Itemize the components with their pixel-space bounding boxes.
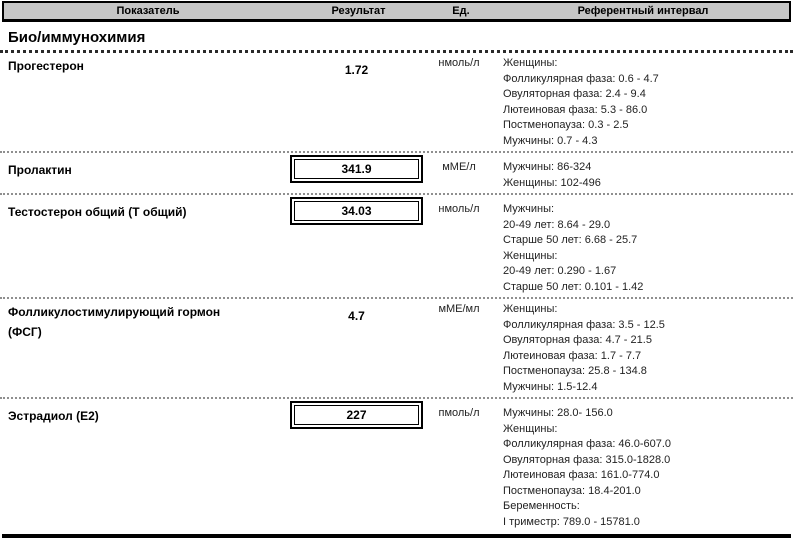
unit-label: нмоль/л (438, 57, 480, 69)
reference-line: Женщины: (503, 249, 558, 262)
reference-line: Лютеиновая фаза: 5.3 - 86.0 (503, 103, 648, 116)
indicator-name: Фолликулостимулирующий гормон (ФСГ) (8, 305, 221, 339)
reference-line: Лютеиновая фаза: 1.7 - 7.7 (503, 349, 642, 362)
unit-label: мМЕ/мл (438, 303, 480, 315)
reference-line: Старше 50 лет: 0.101 - 1.42 (503, 280, 644, 293)
reference-line: Мужчины: 0.7 - 4.3 (503, 134, 598, 147)
reference-line: Фолликулярная фаза: 3.5 - 12.5 (503, 318, 665, 331)
result-box (290, 56, 423, 84)
reference-line: 20-49 лет: 8.64 - 29.0 (503, 218, 611, 231)
reference-line: Овуляторная фаза: 2.4 - 9.4 (503, 88, 646, 100)
reference-line: Мужчины: 28.0- 156.0 (503, 407, 613, 419)
reference-line: Овуляторная фаза: 4.7 - 21.5 (503, 334, 652, 346)
unit-label: мМЕ/л (442, 161, 476, 173)
column-header-unit: Ед. (452, 4, 470, 17)
reference-line: Мужчины: 86-324 (503, 161, 592, 173)
indicator-name: Эстрадиол (Е2) (8, 409, 99, 423)
results-rows (0, 53, 793, 532)
unit-label: пмоль/л (438, 407, 480, 419)
reference-line: 20-49 лет: 0.290 - 1.67 (503, 265, 617, 277)
indicator-name: Прогестерон (8, 59, 84, 73)
bottom-border-bar (2, 534, 791, 538)
result-value: 34.03 (294, 201, 419, 221)
reference-line: Фолликулярная фаза: 0.6 - 4.7 (503, 72, 659, 85)
reference-line: Женщины: 102-496 (503, 176, 601, 189)
reference-line: Женщины: (503, 422, 558, 435)
table-row (0, 193, 793, 297)
reference-line: Женщины: (503, 57, 558, 69)
reference-line: Старше 50 лет: 6.68 - 25.7 (503, 234, 638, 246)
reference-line: Постменопауза: 18.4-201.0 (503, 484, 641, 497)
result-box (290, 155, 423, 183)
result-cell (290, 302, 423, 330)
reference-interval (495, 197, 793, 295)
reference-line: I триместр: 789.0 - 15781.0 (503, 515, 640, 528)
reference-line: Лютеиновая фаза: 161.0-774.0 (503, 469, 660, 481)
result-cell (290, 155, 423, 183)
reference-line: Беременность: (503, 500, 580, 512)
reference-interval (495, 302, 793, 395)
table-row (0, 151, 793, 193)
reference-interval (495, 155, 793, 191)
reference-line: Женщины: (503, 303, 558, 315)
column-header-reference: Референтный интервал (577, 4, 709, 17)
result-value: 227 (294, 405, 419, 425)
result-cell (290, 401, 423, 429)
reference-line: Овуляторная фаза: 315.0-1828.0 (503, 453, 671, 466)
result-value: 4.7 (348, 309, 365, 323)
indicator-name: Тестостерон общий (Т общий) (8, 205, 187, 219)
result-cell (290, 56, 423, 84)
reference-line: Постменопауза: 0.3 - 2.5 (503, 119, 629, 131)
table-row (0, 397, 793, 532)
column-header-result: Результат (331, 4, 386, 17)
table-row (0, 297, 793, 397)
result-box (290, 401, 423, 429)
reference-interval (495, 56, 793, 149)
reference-line: Мужчины: 1.5-12.4 (503, 380, 598, 393)
reference-line: Фолликулярная фаза: 46.0-607.0 (503, 438, 672, 450)
column-header-indicator: Показатель (116, 4, 180, 17)
result-cell (290, 197, 423, 225)
indicator-name: Пролактин (8, 163, 72, 177)
table-header-row (2, 1, 791, 22)
result-value: 1.72 (344, 63, 369, 77)
result-box (290, 197, 423, 225)
result-value: 341.9 (294, 159, 419, 179)
section-title: Био/иммунохимия (8, 29, 146, 46)
reference-interval (495, 401, 793, 530)
reference-line: Постменопауза: 25.8 - 134.8 (503, 365, 647, 377)
result-box (290, 302, 423, 330)
reference-line: Мужчины: (503, 203, 555, 215)
unit-label: нмоль/л (438, 203, 480, 215)
table-row (0, 53, 793, 151)
